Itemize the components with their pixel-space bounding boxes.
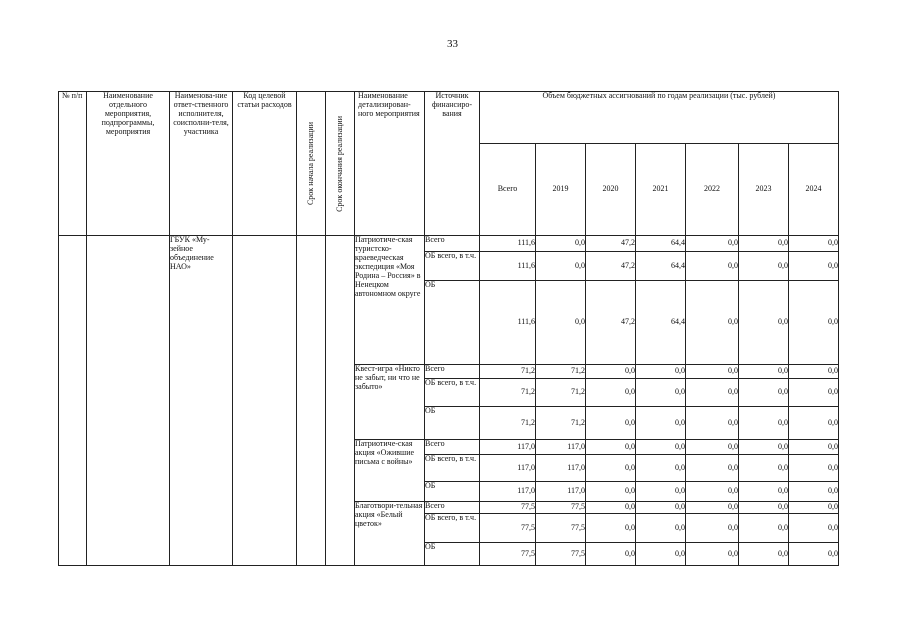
value-cell: 0,0 — [586, 514, 636, 543]
value-cell: 0,0 — [739, 455, 789, 482]
value-cell: 0,0 — [739, 365, 789, 379]
value-cell: 71,2 — [480, 365, 536, 379]
funding-source: ОБ всего, в т.ч. — [425, 514, 480, 543]
value-cell: 0,0 — [586, 379, 636, 407]
value-cell: 0,0 — [739, 482, 789, 502]
header-budget: Объем бюджетных ассигнований по годам реализации (тыс. рублей) — [480, 92, 839, 144]
value-cell: 77,5 — [480, 543, 536, 566]
value-cell: 71,2 — [480, 379, 536, 407]
value-cell: 0,0 — [686, 252, 739, 281]
header-end-text: Срок окончания реализации — [334, 115, 344, 212]
start-cell — [297, 236, 326, 566]
value-cell: 0,0 — [636, 502, 686, 514]
funding-source: Всего — [425, 365, 480, 379]
funding-source: ОБ — [425, 281, 480, 365]
value-cell: 111,6 — [480, 252, 536, 281]
value-cell: 0,0 — [686, 514, 739, 543]
value-cell: 77,5 — [536, 502, 586, 514]
funding-source: ОБ — [425, 407, 480, 440]
header-num: № п/п — [59, 92, 87, 236]
budget-table — [58, 91, 839, 566]
value-cell: 0,0 — [789, 455, 839, 482]
value-cell: 0,0 — [686, 407, 739, 440]
header-year: 2024 — [789, 144, 839, 236]
value-cell: 71,2 — [536, 365, 586, 379]
value-cell: 0,0 — [686, 365, 739, 379]
value-cell: 0,0 — [739, 252, 789, 281]
value-cell: 0,0 — [686, 482, 739, 502]
event-name: Благотвори-тельная акция «Белый цветок» — [355, 502, 425, 566]
executor-cell: ГБУК «Му-зейное объединение НАО» — [170, 236, 233, 566]
header-code: Код целевой статьи расходов — [233, 92, 297, 236]
header-executor: Наименова-ние ответ-ственного исполнителя, соисполни-теля, участника — [170, 92, 233, 236]
value-cell: 0,0 — [686, 455, 739, 482]
value-cell: 0,0 — [739, 440, 789, 455]
funding-source: ОБ — [425, 482, 480, 502]
value-cell: 71,2 — [480, 407, 536, 440]
value-cell: 0,0 — [636, 365, 686, 379]
value-cell: 0,0 — [789, 407, 839, 440]
header-year: 2022 — [686, 144, 739, 236]
header-start — [297, 92, 326, 236]
event-name: Патриотиче-ская акция «Ожившие письма с войны» — [355, 440, 425, 502]
header-row-1 — [59, 92, 839, 144]
value-cell: 47,2 — [586, 236, 636, 252]
value-cell: 0,0 — [586, 543, 636, 566]
value-cell: 117,0 — [480, 440, 536, 455]
value-cell: 111,6 — [480, 236, 536, 252]
event-name: Квест-игра «Никто не забыт, ни что не забыто» — [355, 365, 425, 440]
header-end — [326, 92, 355, 236]
value-cell: 0,0 — [636, 407, 686, 440]
value-cell: 0,0 — [789, 365, 839, 379]
value-cell: 0,0 — [536, 281, 586, 365]
value-cell: 0,0 — [636, 455, 686, 482]
name-cell — [87, 236, 170, 566]
value-cell: 117,0 — [480, 482, 536, 502]
value-cell: 0,0 — [789, 252, 839, 281]
value-cell: 0,0 — [586, 365, 636, 379]
header-year: Всего — [480, 144, 536, 236]
value-cell: 0,0 — [789, 482, 839, 502]
value-cell: 77,5 — [480, 502, 536, 514]
value-cell: 117,0 — [536, 440, 586, 455]
value-cell: 71,2 — [536, 407, 586, 440]
value-cell: 117,0 — [536, 482, 586, 502]
value-cell: 0,0 — [789, 236, 839, 252]
value-cell: 0,0 — [686, 543, 739, 566]
value-cell: 64,4 — [636, 236, 686, 252]
value-cell: 0,0 — [586, 482, 636, 502]
event-name: Патриотиче-ская туристско-краеведческая экспедиция «Моя Родина – Россия» в Ненецком автономном округе — [355, 236, 425, 365]
value-cell: 0,0 — [739, 502, 789, 514]
value-cell: 0,0 — [789, 281, 839, 365]
funding-source: ОБ всего, в т.ч. — [425, 455, 480, 482]
value-cell: 0,0 — [739, 236, 789, 252]
value-cell: 0,0 — [536, 236, 586, 252]
value-cell: 0,0 — [739, 281, 789, 365]
table-row — [59, 236, 839, 252]
value-cell: 0,0 — [686, 379, 739, 407]
value-cell: 0,0 — [739, 514, 789, 543]
value-cell: 0,0 — [789, 379, 839, 407]
header-year: 2021 — [636, 144, 686, 236]
value-cell: 0,0 — [586, 502, 636, 514]
end-cell — [326, 236, 355, 566]
value-cell: 0,0 — [739, 407, 789, 440]
value-cell: 0,0 — [686, 281, 739, 365]
funding-source: ОБ всего, в т.ч. — [425, 252, 480, 281]
header-start-text: Срок начала реализации — [305, 121, 315, 206]
funding-source: Всего — [425, 236, 480, 252]
value-cell: 71,2 — [536, 379, 586, 407]
value-cell: 111,6 — [480, 281, 536, 365]
value-cell: 77,5 — [536, 543, 586, 566]
value-cell: 0,0 — [789, 543, 839, 566]
value-cell: 0,0 — [789, 440, 839, 455]
num-cell — [59, 236, 87, 566]
code-cell — [233, 236, 297, 566]
value-cell: 0,0 — [586, 407, 636, 440]
value-cell: 0,0 — [739, 543, 789, 566]
funding-source: ОБ всего, в т.ч. — [425, 379, 480, 407]
value-cell: 0,0 — [636, 379, 686, 407]
value-cell: 77,5 — [480, 514, 536, 543]
value-cell: 0,0 — [686, 440, 739, 455]
value-cell: 0,0 — [789, 502, 839, 514]
header-name: Наименование отдельного мероприятия, подпрограммы, мероприятия — [87, 92, 170, 236]
value-cell: 0,0 — [586, 440, 636, 455]
header-detail: Наименование детализирован-ного мероприятия — [355, 92, 425, 236]
value-cell: 0,0 — [586, 455, 636, 482]
value-cell: 0,0 — [686, 236, 739, 252]
value-cell: 0,0 — [636, 514, 686, 543]
value-cell: 0,0 — [636, 440, 686, 455]
funding-source: Всего — [425, 440, 480, 455]
value-cell: 117,0 — [536, 455, 586, 482]
page-number: 33 — [447, 38, 458, 50]
header-year: 2020 — [586, 144, 636, 236]
value-cell: 47,2 — [586, 281, 636, 365]
header-source: Источник финансиро-вания — [425, 92, 480, 236]
value-cell: 0,0 — [789, 514, 839, 543]
funding-source: ОБ — [425, 543, 480, 566]
funding-source: Всего — [425, 502, 480, 514]
value-cell: 0,0 — [636, 543, 686, 566]
value-cell: 0,0 — [739, 379, 789, 407]
header-year: 2019 — [536, 144, 586, 236]
value-cell: 0,0 — [536, 252, 586, 281]
value-cell: 64,4 — [636, 252, 686, 281]
value-cell: 77,5 — [536, 514, 586, 543]
value-cell: 64,4 — [636, 281, 686, 365]
value-cell: 0,0 — [686, 502, 739, 514]
value-cell: 47,2 — [586, 252, 636, 281]
value-cell: 117,0 — [480, 455, 536, 482]
value-cell: 0,0 — [636, 482, 686, 502]
header-year: 2023 — [739, 144, 789, 236]
